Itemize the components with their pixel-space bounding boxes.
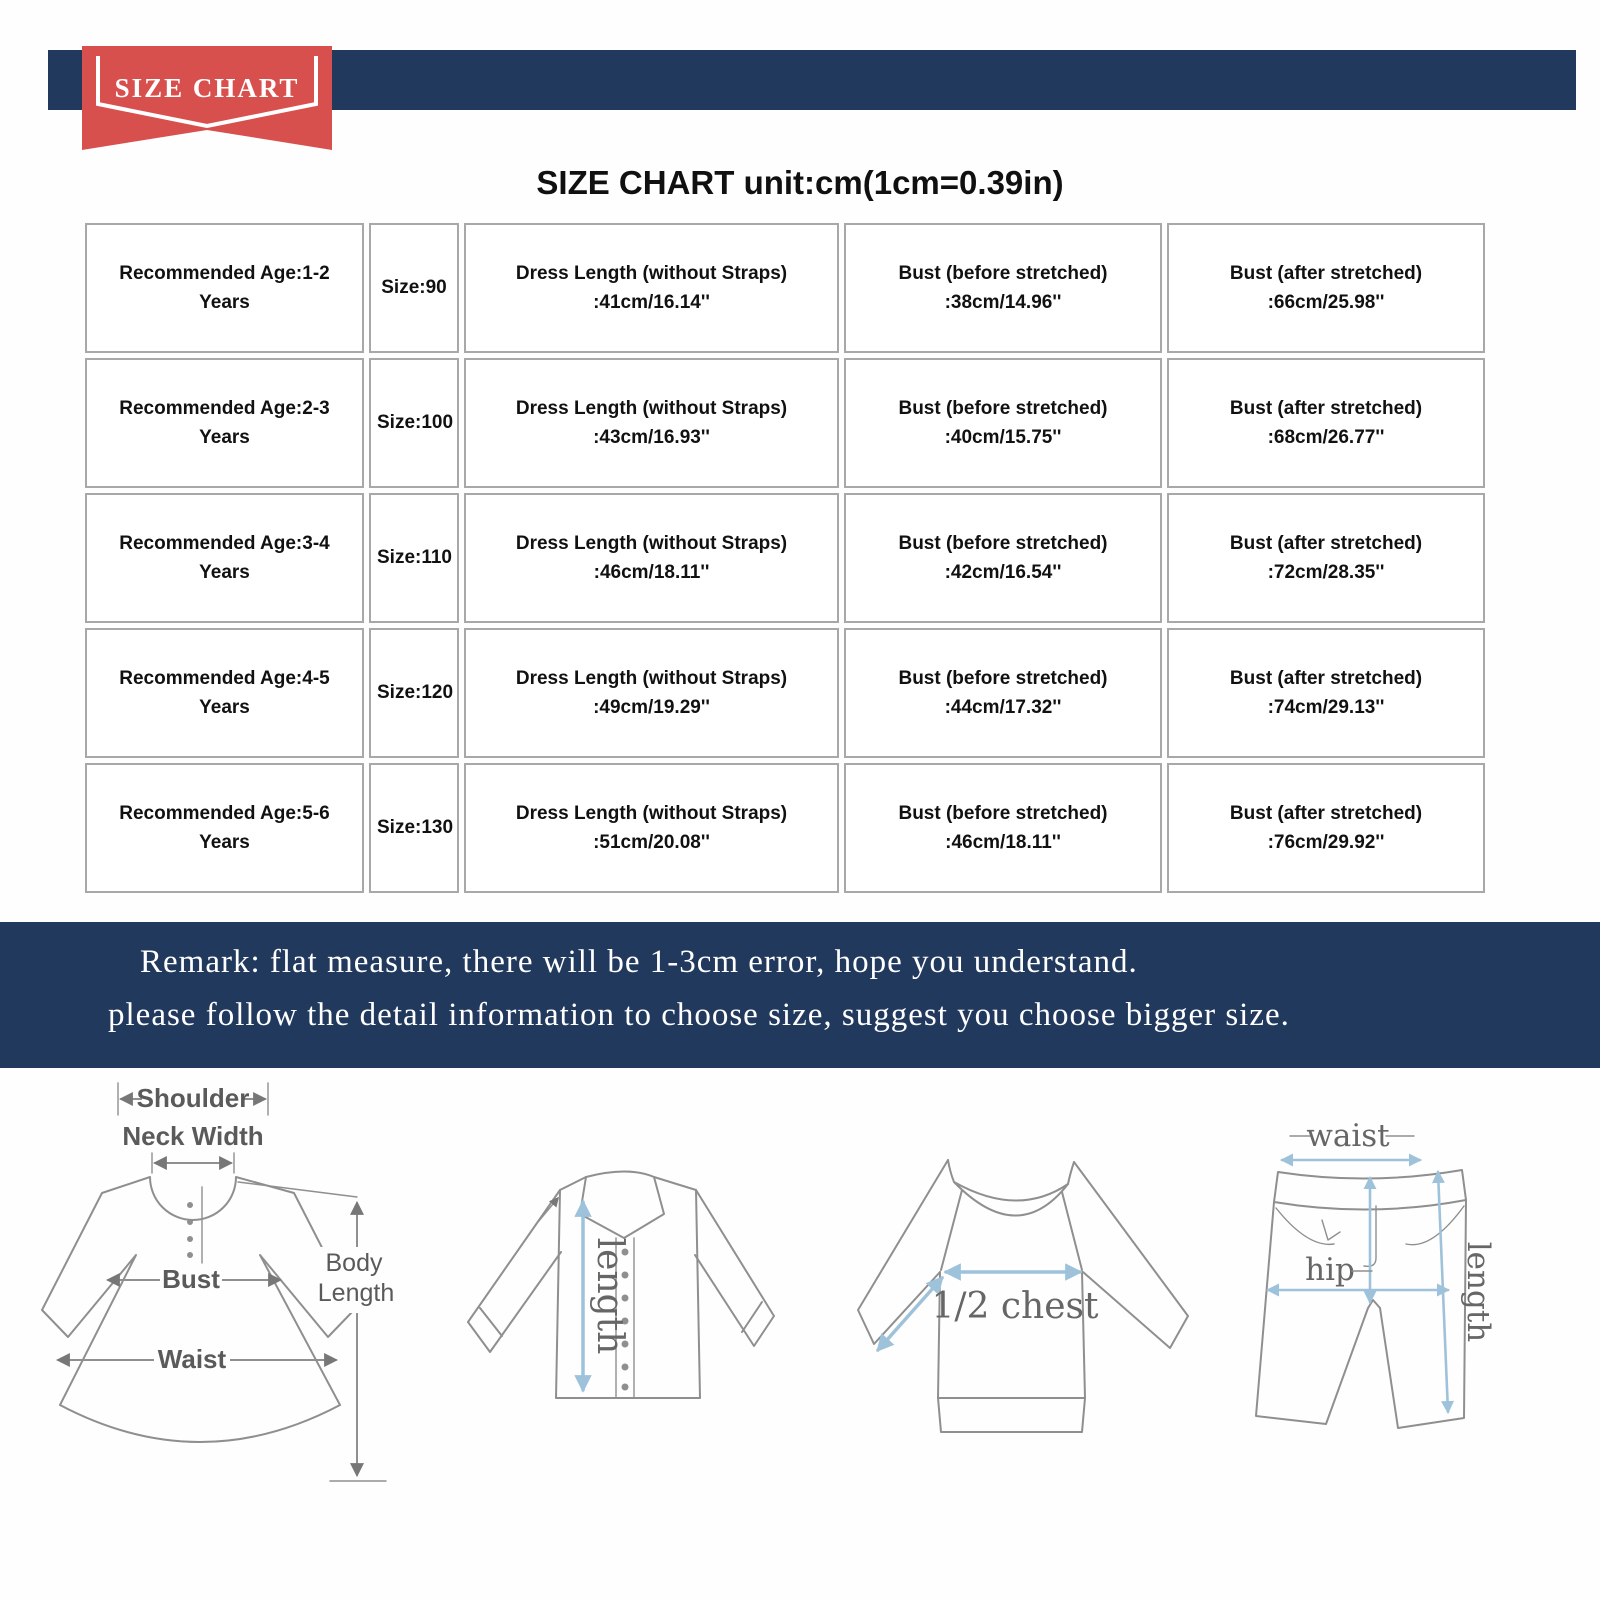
cell-line: Years: [199, 562, 250, 583]
cell-line: Bust (before stretched): [898, 532, 1108, 554]
cell-line: Years: [199, 427, 250, 448]
shirt-collar: [580, 1177, 664, 1238]
cell-age: [85, 763, 364, 893]
cell-line: Dress Length (without Straps): [515, 262, 788, 284]
cell-line: Recommended Age:1-2: [119, 262, 330, 284]
cell-line: :38cm/14.96'': [944, 292, 1062, 313]
cell-line: Dress Length (without Straps): [515, 802, 788, 824]
cell-line: :43cm/16.93'': [593, 427, 710, 448]
cell-age: [85, 223, 364, 353]
page-title: SIZE CHART unit:cm(1cm=0.39in): [536, 164, 1064, 201]
cell-line: Years: [199, 832, 250, 853]
dress-button: [187, 1202, 193, 1208]
cell-line: :49cm/19.29'': [593, 697, 710, 718]
cell-size: Size:110: [369, 493, 459, 623]
table-row: [85, 223, 1485, 353]
cell-bust-before: [844, 763, 1162, 893]
table-row: [85, 628, 1485, 758]
cell-line: Years: [199, 697, 250, 718]
cell-line: Dress Length (without Straps): [515, 667, 788, 689]
cell-line: Bust (before stretched): [898, 397, 1108, 419]
cell-bust-before: [844, 358, 1162, 488]
cell-line: Recommended Age:4-5: [119, 667, 330, 689]
cell-line: Bust (after stretched): [1229, 667, 1423, 689]
cell-bust-before: [844, 223, 1162, 353]
sweater-neckband: [954, 1182, 1068, 1216]
pants-measure-diagram: [1210, 1080, 1540, 1540]
cell-line: :68cm/26.77'': [1267, 427, 1385, 448]
cell-size: Size:120: [369, 628, 459, 758]
dress-body-length-label: Body: [325, 1249, 383, 1277]
cell-dress-length: [464, 223, 839, 353]
dress-neck-width-label: Neck Width: [122, 1121, 264, 1151]
cell-line: :41cm/16.14'': [593, 292, 710, 313]
cell-line: :44cm/17.32'': [944, 697, 1062, 718]
cell-age: [85, 628, 364, 758]
cell-line: :40cm/15.75'': [944, 427, 1062, 448]
cell-dress-length: [464, 628, 839, 758]
table-row: [85, 763, 1485, 893]
cell-line: :74cm/29.13'': [1267, 697, 1385, 718]
pants-waist-label: waist: [1306, 1118, 1390, 1154]
dress-bust-label: Bust: [162, 1264, 220, 1294]
cell-line: Recommended Age:3-4: [119, 532, 330, 554]
cell-size: Size:90: [369, 223, 459, 353]
cell-line: :42cm/16.54'': [944, 562, 1062, 583]
size-chart-ribbon: [82, 42, 332, 172]
cell-line: :46cm/18.11'': [945, 832, 1061, 853]
cell-bust-after: [1167, 493, 1485, 623]
shirt-neck: [560, 1172, 696, 1191]
ribbon-label: SIZE CHART: [114, 73, 300, 103]
shirt-button: [622, 1384, 629, 1391]
dress-measure-diagram: [40, 1075, 460, 1545]
cell-line: :72cm/28.35'': [1267, 562, 1385, 583]
table-row: [85, 493, 1485, 623]
remark-line-2: please follow the detail information to choose size, suggest you choose bigger size.: [108, 997, 1290, 1033]
pants-length-label: length: [1460, 1241, 1496, 1343]
pants-length-arrow: [1438, 1172, 1448, 1412]
remark-line-1: Remark: flat measure, there will be 1-3cm error, hope you understand.: [140, 944, 1138, 980]
shirt-left-sleeve: [468, 1190, 561, 1352]
sweater-shoulders: [948, 1160, 1074, 1184]
cell-dress-length: [464, 493, 839, 623]
cell-line: Years: [199, 292, 250, 313]
size-chart-table: [80, 218, 1490, 898]
dress-waist-label: Waist: [157, 1344, 227, 1374]
cell-line: Bust (before stretched): [898, 667, 1108, 689]
table-row: [85, 358, 1485, 488]
cell-line: Recommended Age:5-6: [119, 802, 330, 824]
remark-banner: [0, 922, 1600, 1068]
body-length-connector: [238, 1182, 357, 1197]
dress-outline: [42, 1177, 354, 1442]
cell-bust-before: [844, 628, 1162, 758]
cell-line: Dress Length (without Straps): [515, 532, 788, 554]
cell-line: Bust (after stretched): [1229, 532, 1423, 554]
pants-hip-label: hip: [1305, 1252, 1355, 1288]
cell-dress-length: [464, 358, 839, 488]
shirt-length-label: length: [589, 1237, 630, 1355]
cell-size: Size:130: [369, 763, 459, 893]
cell-size: Size:100: [369, 358, 459, 488]
cell-bust-after: [1167, 223, 1485, 353]
cell-bust-after: [1167, 628, 1485, 758]
cell-line: :66cm/25.98'': [1267, 292, 1385, 313]
shirt-right-sleeve: [695, 1190, 774, 1346]
cell-line: Recommended Age:2-3: [119, 397, 330, 419]
pants-legs: [1256, 1200, 1466, 1428]
shirt-button: [622, 1364, 629, 1371]
sweater-measure-diagram: [850, 1100, 1200, 1520]
cell-line: :51cm/20.08'': [593, 832, 710, 853]
shirt-measure-diagram: [440, 1090, 800, 1530]
dress-body-length-label: Length: [317, 1279, 395, 1307]
dress-button: [187, 1252, 193, 1258]
cell-age: [85, 358, 364, 488]
dress-button: [187, 1236, 193, 1242]
cell-line: Dress Length (without Straps): [515, 397, 788, 419]
dress-button: [187, 1219, 193, 1225]
cell-dress-length: [464, 763, 839, 893]
cell-line: Bust (after stretched): [1229, 397, 1423, 419]
cell-bust-after: [1167, 358, 1485, 488]
cell-line: :76cm/29.92'': [1267, 832, 1385, 853]
cell-line: Bust (after stretched): [1229, 802, 1423, 824]
shoulder-pointer-arrow: [538, 1198, 558, 1222]
cell-line: Bust (after stretched): [1229, 262, 1423, 284]
cell-line: Bust (before stretched): [898, 262, 1108, 284]
dress-shoulder-label: Shoulder: [136, 1083, 250, 1113]
cell-line: Bust (before stretched): [898, 802, 1108, 824]
cell-age: [85, 493, 364, 623]
cell-bust-before: [844, 493, 1162, 623]
cell-line: :46cm/18.11'': [593, 562, 710, 583]
sweater-half-chest-label: 1/2 chest: [931, 1286, 1099, 1327]
cell-bust-after: [1167, 763, 1485, 893]
